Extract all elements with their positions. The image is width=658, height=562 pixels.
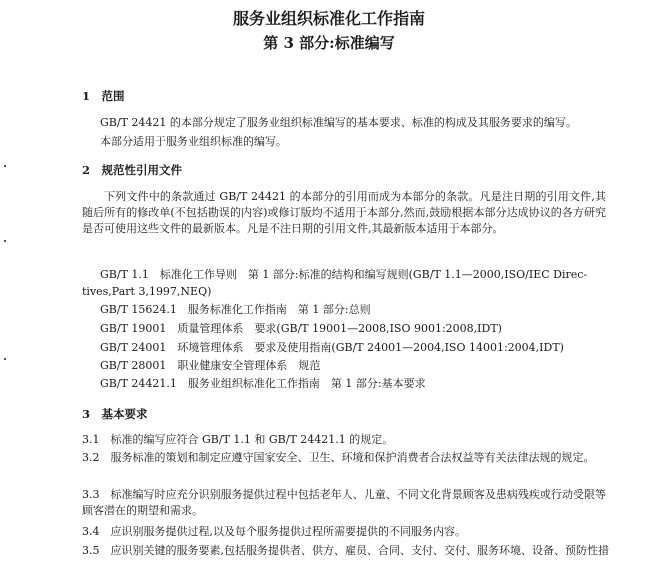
ref-gbt-1-1: GB/T 1.1 标准化工作导则 第 1 部分:标准的结构和编写规则(GB/T 1.1—2000,ISO/IEC Direc- [100,268,588,281]
ref-gbt-19001: GB/T 19001 质量管理体系 要求(GB/T 19001—2008,ISO 9001:2008,IDT) [100,322,502,335]
document-subtitle: 第 3 部分:标准编写 [263,34,395,52]
section-2-heading: 2 规范性引用文件 [82,163,183,177]
clause-3-2: 3.2 服务标准的策划和制定应遵守国家安全、卫生、环境和保护消费者合法权益等有关法律法规的规定。 [82,451,595,464]
ref-gbt-24001: GB/T 24001 环境管理体系 要求及使用指南(GB/T 24001—2004,ISO 14001:2004,IDT) [100,341,564,354]
ref-gbt-1-1-cont: tives,Part 3,1997,NEQ) [82,285,212,298]
ref-gbt-24421-1: GB/T 24421.1 服务业组织标准化工作指南 第 1 部分:基本要求 [100,377,426,390]
scope-paragraph-2: 本部分适用于服务业组织标准的编写。 [100,135,287,148]
clause-3-4: 3.4 应识别服务提供过程,以及每个服务提供过程所需要提供的不同服务内容。 [82,525,466,538]
clause-3-3: 3.3 标准编写时应充分识别服务提供过程中包括老年人、儿童、不同文化背景顾客及患病残疾或行动受限等顾客潜在的期望和需求。 [82,488,606,517]
document-title: 服务业组织标准化工作指南 [232,9,425,28]
clause-3-5: 3.5 应识别关键的服务要素,包括服务提供者、供方、雇员、合同、支付、交付、服务环境、设备、预防性措 [82,544,609,557]
section-1-heading: 1 范围 [82,89,125,103]
refs-intro-paragraph: 下列文件中的条款通过 GB/T 24421 的本部分的引用而成为本部分的条款。凡是注日期的引用文件,其随后所有的修改单(不包括勘误的内容)或修订版均不适用于本部分,然而,鼓励根据本部分达成协议的各方研究是否可使用这些文件的最新版本。凡是不注日期的引用文件,其最新版本适用于本部分。 [82,190,606,235]
ref-gbt-28001: GB/T 28001 职业健康安全管理体系 规范 [100,359,321,372]
margin-mark [4,165,6,167]
clause-3-1: 3.1 标准的编写应符合 GB/T 1.1 和 GB/T 24421.1 的规定。 [82,433,394,446]
scope-paragraph-1: GB/T 24421 的本部分规定了服务业组织标准编写的基本要求、标准的构成及其服务要求的编写。 [100,116,577,129]
margin-mark [4,358,6,360]
margin-mark [4,240,6,242]
ref-gbt-15624-1: GB/T 15624.1 服务标准化工作指南 第 1 部分:总则 [100,303,371,316]
section-3-heading: 3 基本要求 [82,407,148,421]
